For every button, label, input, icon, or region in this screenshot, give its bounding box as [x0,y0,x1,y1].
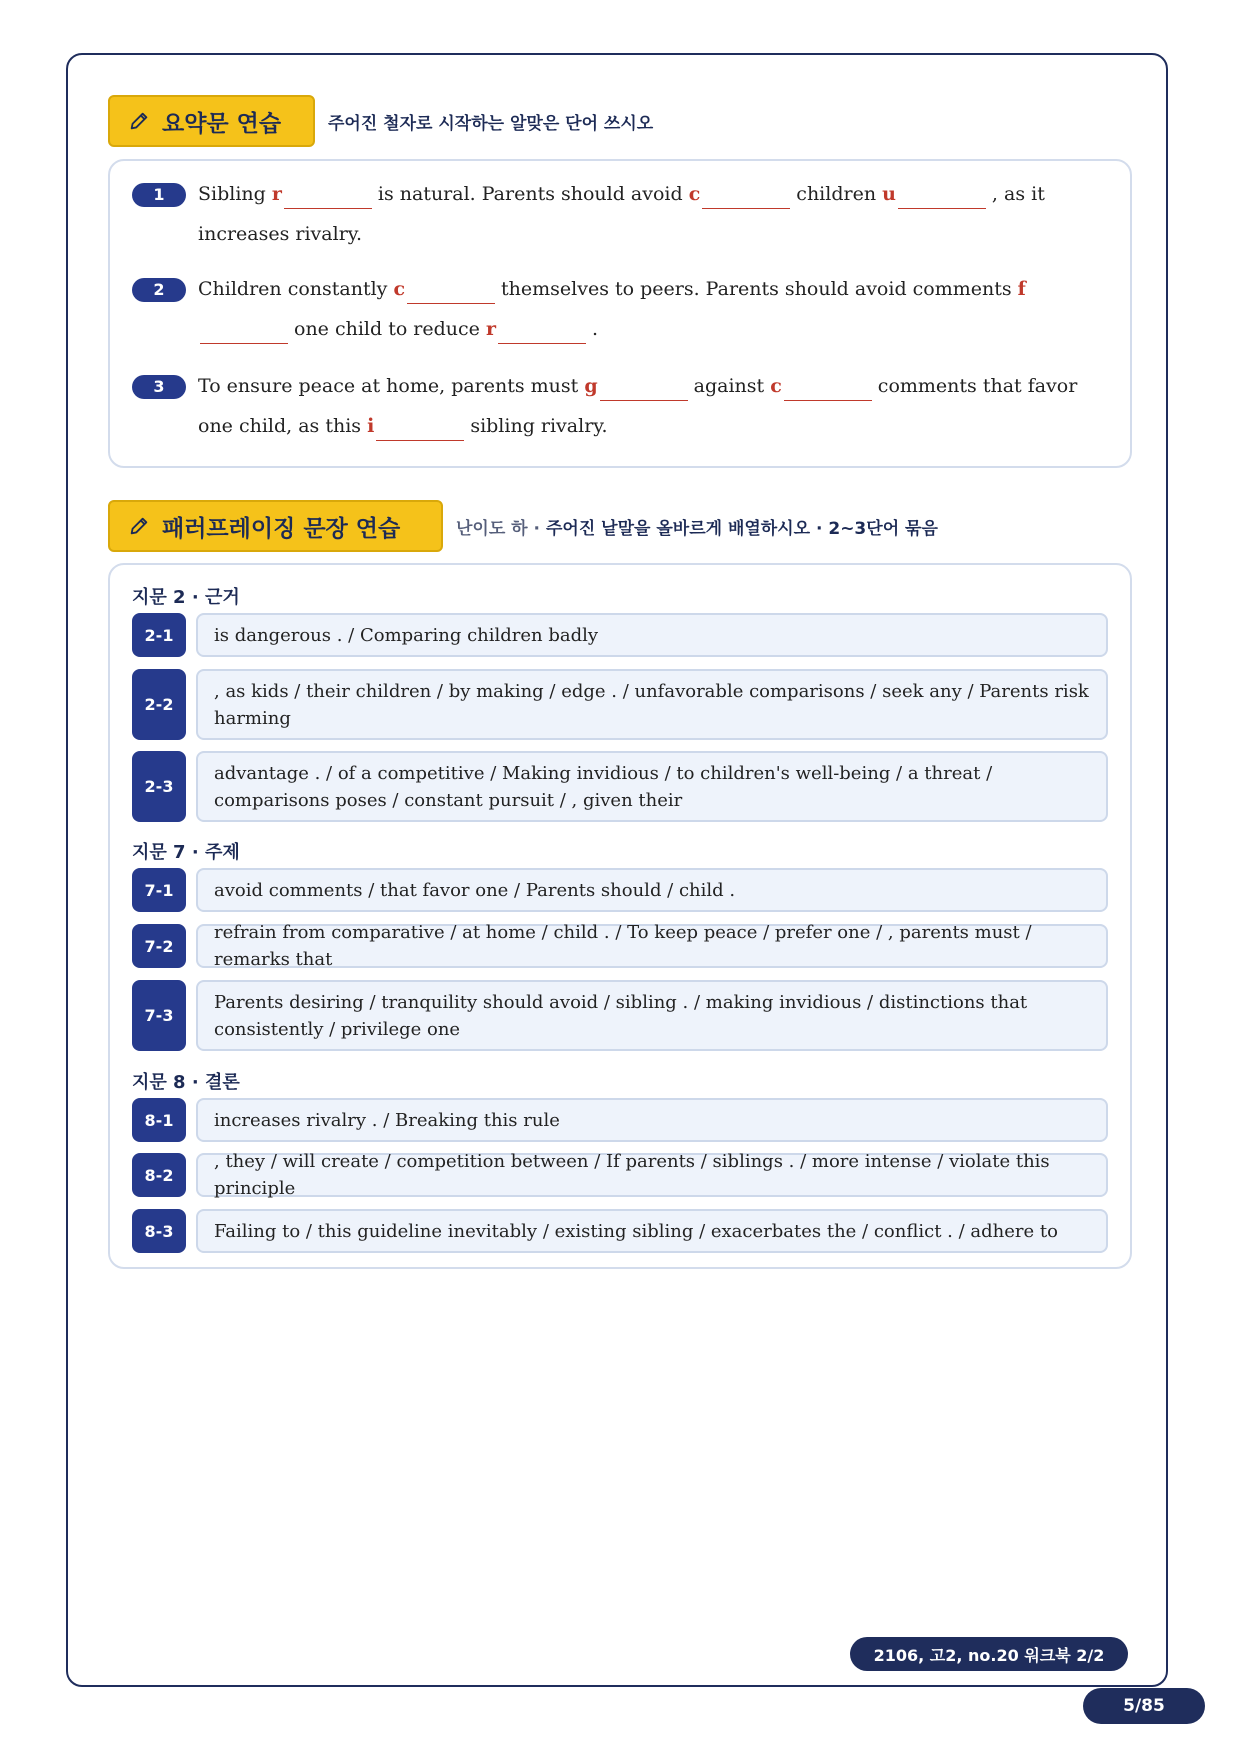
word-chunks-box: Parents desiring / tranquility should avoid / sibling . / making invidious / distinctions that consistently / privilege one [196,980,1108,1051]
exercise-row [132,751,1108,822]
exercise-row [132,1209,1108,1253]
word-chunks-box: Failing to / this guideline inevitably / existing sibling / exacerbates the / conflict . / adhere to [196,1209,1108,1253]
exercise-number: 8-1 [132,1098,186,1142]
paraphrase-panel [108,563,1132,1269]
word-chunks-box: refrain from comparative / at home / child . / To keep peace / prefer one / , parents must / remarks that [196,924,1108,968]
word-chunks-box: is dangerous . / Comparing children badly [196,613,1108,657]
word-chunks-box: advantage . / of a competitive / Making invidious / to children's well-being / a threat / comparisons poses / constant pursuit / , given their [196,751,1108,822]
summary-instruction-text: 주어진 철자로 시작하는 알맞은 단어 쓰시오 [328,113,654,134]
paraphrase-section-title: 패러프레이징 문장 연습 [162,515,401,542]
word-chunks-box: , as kids / their children / by making / edge . / unfavorable comparisons / seek any / Parents risk harming [196,669,1108,740]
page-number: 5/85 [1083,1688,1205,1724]
initial-letter-hint: c [770,375,782,397]
answer-blank[interactable] [200,315,288,344]
exercise-number: 8-3 [132,1209,186,1253]
exercise-row [132,924,1108,968]
answer-blank[interactable] [898,180,986,209]
pencil-icon [128,515,150,537]
summary-item-number: 1 [132,183,186,207]
summary-item [132,375,1106,446]
exercise-number: 2-1 [132,613,186,657]
exercise-number: 7-2 [132,924,186,968]
sentence-text: one child to reduce [294,318,486,340]
summary-item [132,183,1106,254]
paraphrase-instruction-text: 주어진 낱말을 올바르게 배열하시오 · 2~3단어 묶음 [545,518,938,539]
initial-letter-hint: c [688,183,701,205]
summary-item [132,278,1106,349]
summary-sentence [198,269,1106,349]
exercise-row [132,868,1108,912]
initial-letter-hint: u [882,183,896,205]
exercise-row [132,613,1108,657]
answer-blank[interactable] [376,412,464,441]
sentence-text: comments that favor one child, as this [198,375,1078,437]
summary-item-number: 2 [132,278,186,302]
exercise-row [132,1098,1108,1142]
passage-group-label: 지문 7 · 주제 [132,842,240,863]
exercise-number: 7-3 [132,980,186,1051]
word-chunks-box: avoid comments / that favor one / Parents should / child . [196,868,1108,912]
answer-blank[interactable] [498,315,586,344]
exercise-row [132,669,1108,740]
exercise-number: 2-3 [132,751,186,822]
summary-panel [108,159,1132,468]
passage-group-label: 지문 2 · 근거 [132,587,240,608]
summary-item-number: 3 [132,375,186,399]
sentence-text: . [591,318,599,340]
word-chunks-box: increases rivalry . / Breaking this rule [196,1098,1108,1142]
word-chunks-box: , they / will create / competition between / If parents / siblings . / more intense / violate this principle [196,1153,1108,1197]
summary-sentence [198,366,1106,446]
summary-section-title: 요약문 연습 [162,110,282,137]
exercise-number: 2-2 [132,669,186,740]
exercise-row [132,1153,1108,1197]
pencil-icon [128,110,150,132]
paraphrase-instruction [456,500,938,552]
initial-letter-hint: f [1017,278,1026,300]
answer-blank[interactable] [702,180,790,209]
sentence-text: sibling rivalry. [470,415,608,437]
sentence-text: , as it increases rivalry. [198,183,1045,245]
initial-letter-hint: i [367,415,375,437]
summary-section-header [108,95,315,147]
sentence-text: children [796,183,883,205]
workbook-badge: 2106, 고2, no.20 워크북 2/2 [850,1637,1128,1671]
answer-blank[interactable] [284,180,372,209]
sentence-text: Children constantly [198,278,394,300]
paraphrase-section-header [108,500,443,552]
exercise-number: 8-2 [132,1153,186,1197]
initial-letter-hint: g [584,375,598,397]
passage-group-label: 지문 8 · 결론 [132,1072,240,1093]
sentence-text: Sibling [198,183,272,205]
sentence-text: To ensure peace at home, parents must [198,375,585,397]
exercise-row [132,980,1108,1051]
sentence-text: against [693,375,771,397]
summary-sentence [198,174,1106,254]
initial-letter-hint: r [271,183,282,205]
answer-blank[interactable] [407,275,495,304]
initial-letter-hint: c [393,278,406,300]
summary-instruction [328,95,653,147]
answer-blank[interactable] [784,372,872,401]
exercise-number: 7-1 [132,868,186,912]
sentence-text: themselves to peers. Parents should avoid comments [501,278,1018,300]
initial-letter-hint: r [485,318,496,340]
sentence-text: is natural. Parents should avoid [377,183,689,205]
answer-blank[interactable] [600,372,688,401]
difficulty-level: 난이도 하 · [456,518,540,539]
